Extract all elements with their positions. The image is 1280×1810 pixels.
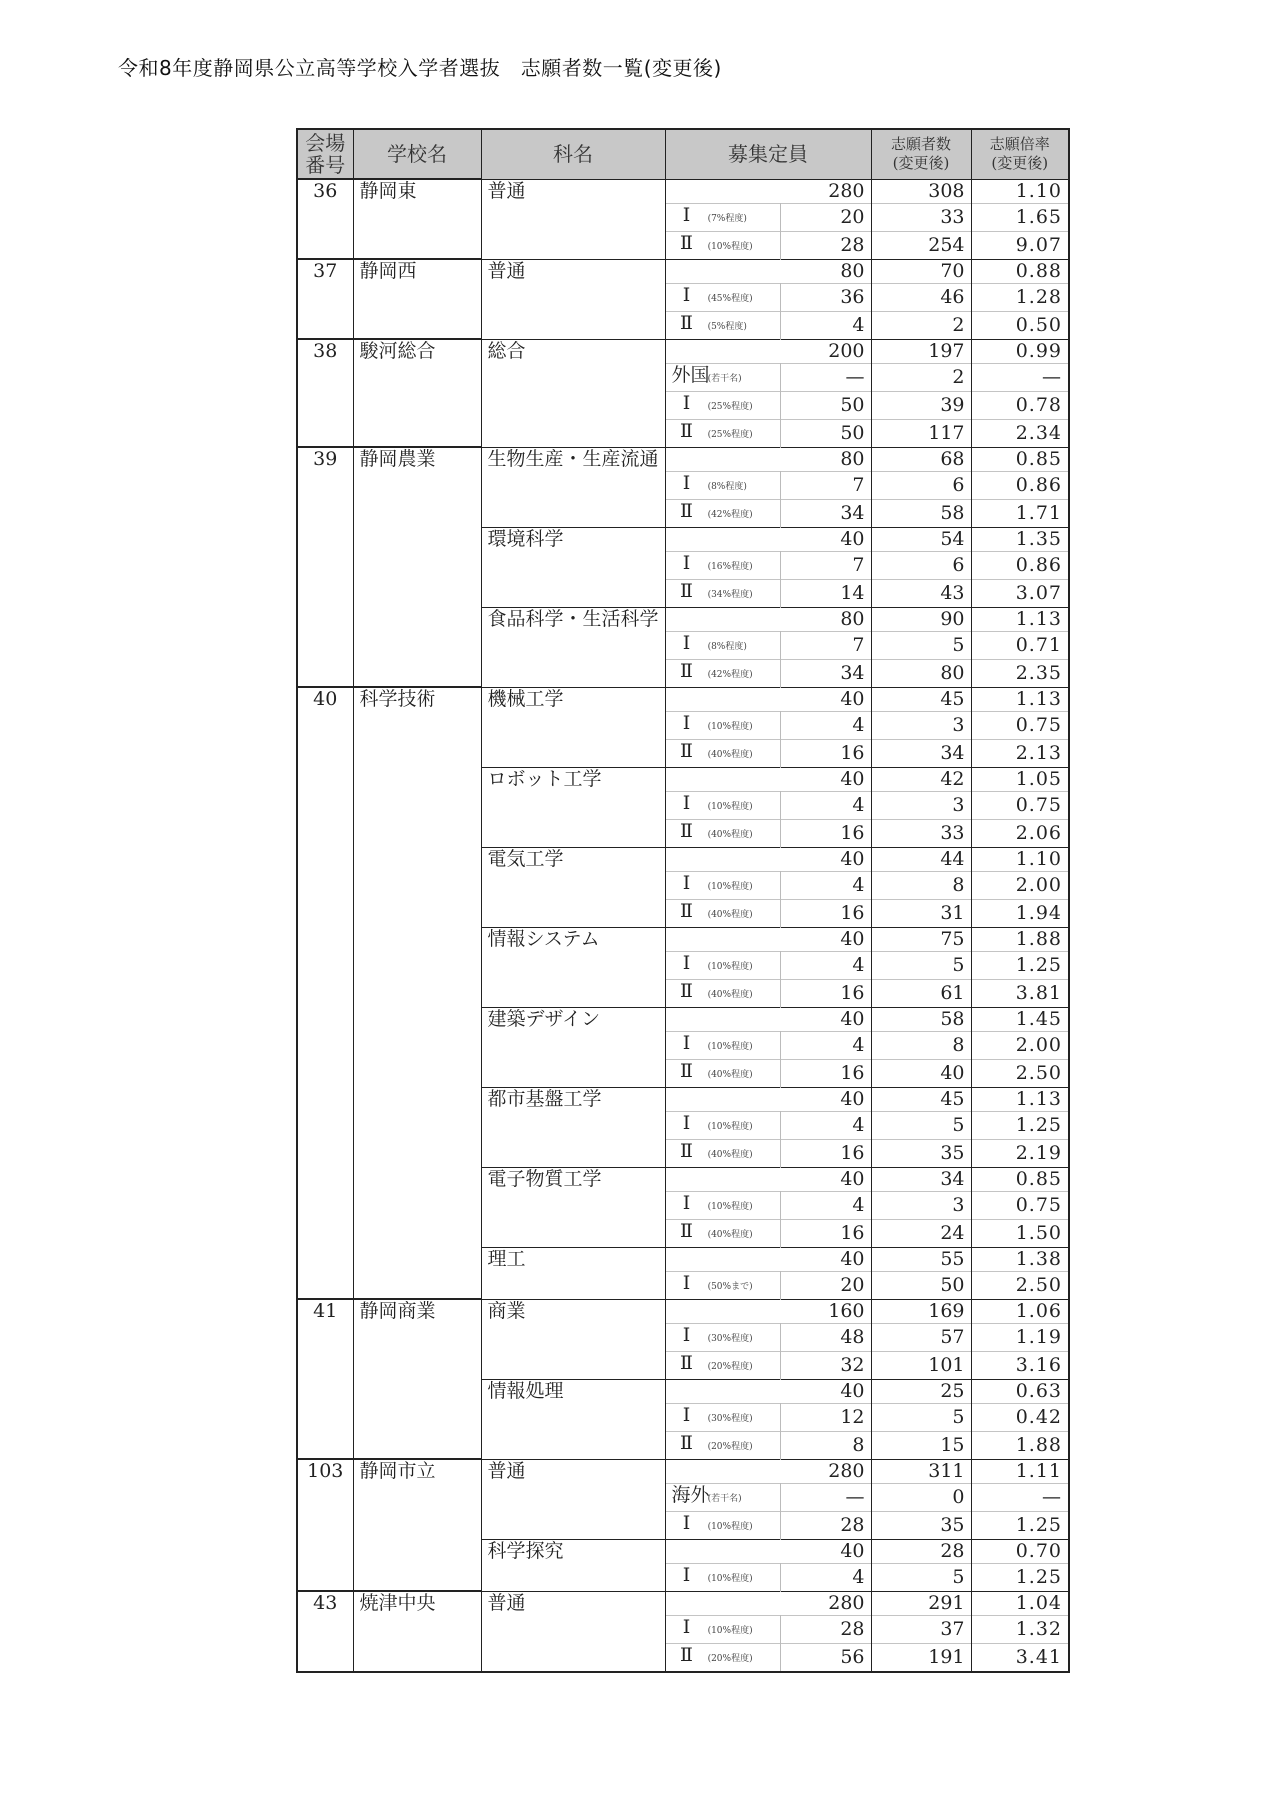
applicants-count: 2 bbox=[871, 311, 971, 339]
header-ratio: 志願倍率 (変更後) bbox=[971, 129, 1069, 179]
applicants-count: 58 bbox=[871, 499, 971, 527]
kaijo-number: 36 bbox=[297, 179, 353, 259]
dept-name: 電気工学 bbox=[481, 847, 665, 927]
capacity-sub: 36 bbox=[780, 283, 871, 311]
applicants-ratio: 2.00 bbox=[971, 871, 1069, 899]
quota-type-label: Ⅰ (16%程度) bbox=[665, 551, 780, 579]
applicants-ratio: 1.11 bbox=[971, 1459, 1069, 1483]
dept-name: 商業 bbox=[481, 1299, 665, 1379]
quota-type-label: Ⅱ (40%程度) bbox=[665, 819, 780, 847]
applicants-ratio: 1.13 bbox=[971, 1087, 1069, 1111]
quota-type-label: Ⅰ (10%程度) bbox=[665, 1615, 780, 1643]
applicants-count: 37 bbox=[871, 1615, 971, 1643]
capacity-sub: 14 bbox=[780, 579, 871, 607]
capacity-sub: 7 bbox=[780, 631, 871, 659]
applicants-count: 55 bbox=[871, 1247, 971, 1271]
applicants-count: 197 bbox=[871, 339, 971, 363]
capacity-total: 80 bbox=[665, 607, 871, 631]
quota-type-label: Ⅰ (10%程度) bbox=[665, 1563, 780, 1591]
dept-name: 普通 bbox=[481, 1459, 665, 1539]
applicants-ratio: 2.50 bbox=[971, 1271, 1069, 1299]
quota-type-label: Ⅰ (10%程度) bbox=[665, 951, 780, 979]
applicants-ratio: 0.78 bbox=[971, 391, 1069, 419]
capacity-total: 280 bbox=[665, 1591, 871, 1615]
applicants-count: 33 bbox=[871, 203, 971, 231]
capacity-sub: 4 bbox=[780, 791, 871, 819]
applicants-ratio: 0.85 bbox=[971, 447, 1069, 471]
applicants-ratio: 0.88 bbox=[971, 259, 1069, 283]
applicants-count: 25 bbox=[871, 1379, 971, 1403]
capacity-total: 40 bbox=[665, 1007, 871, 1031]
applicants-ratio: 2.06 bbox=[971, 819, 1069, 847]
applicants-count: 40 bbox=[871, 1059, 971, 1087]
applicants-ratio: 3.07 bbox=[971, 579, 1069, 607]
applicants-count: 15 bbox=[871, 1431, 971, 1459]
applicants-ratio: 0.71 bbox=[971, 631, 1069, 659]
applicants-count: 191 bbox=[871, 1643, 971, 1672]
capacity-total: 40 bbox=[665, 527, 871, 551]
capacity-total: 280 bbox=[665, 1459, 871, 1483]
capacity-total: 40 bbox=[665, 1247, 871, 1271]
table-header-row bbox=[297, 129, 1069, 179]
applicants-count: 254 bbox=[871, 231, 971, 259]
quota-type-label: Ⅰ (10%程度) bbox=[665, 1031, 780, 1059]
applicants-count: 291 bbox=[871, 1591, 971, 1615]
applicants-count: 5 bbox=[871, 631, 971, 659]
applicants-count: 34 bbox=[871, 1167, 971, 1191]
page-title: 令和8年度静岡県公立高等学校入学者選抜 志願者数一覧(変更後) bbox=[118, 56, 722, 80]
dept-name: 食品科学・生活科学 bbox=[481, 607, 665, 687]
applicants-ratio: 2.00 bbox=[971, 1031, 1069, 1059]
applicants-ratio: — bbox=[971, 1483, 1069, 1511]
applicants-count: 90 bbox=[871, 607, 971, 631]
kaijo-number: 40 bbox=[297, 687, 353, 1299]
applicants-ratio: 0.75 bbox=[971, 711, 1069, 739]
capacity-sub: — bbox=[780, 1483, 871, 1511]
dept-name: 情報処理 bbox=[481, 1379, 665, 1459]
capacity-total: 280 bbox=[665, 179, 871, 203]
applicants-count: 70 bbox=[871, 259, 971, 283]
applicants-count: 117 bbox=[871, 419, 971, 447]
quota-type-label: 外国 (若干名) bbox=[665, 363, 780, 391]
capacity-sub: 4 bbox=[780, 311, 871, 339]
quota-type-label: Ⅰ (30%程度) bbox=[665, 1403, 780, 1431]
applicants-count: 8 bbox=[871, 1031, 971, 1059]
quota-type-label: Ⅰ (10%程度) bbox=[665, 791, 780, 819]
dept-name: 普通 bbox=[481, 179, 665, 259]
applicants-count: 50 bbox=[871, 1271, 971, 1299]
table-body bbox=[297, 179, 1069, 1672]
applicants-count: 5 bbox=[871, 1403, 971, 1431]
capacity-sub: 7 bbox=[780, 471, 871, 499]
applicants-count: 3 bbox=[871, 791, 971, 819]
capacity-sub: 4 bbox=[780, 1111, 871, 1139]
applicants-ratio: 1.25 bbox=[971, 1111, 1069, 1139]
applicants-count: 75 bbox=[871, 927, 971, 951]
capacity-sub: 4 bbox=[780, 1563, 871, 1591]
capacity-total: 40 bbox=[665, 927, 871, 951]
capacity-sub: 48 bbox=[780, 1323, 871, 1351]
applicants-ratio: 1.50 bbox=[971, 1219, 1069, 1247]
applicants-count: 311 bbox=[871, 1459, 971, 1483]
applicants-ratio: 0.70 bbox=[971, 1539, 1069, 1563]
applicants-ratio: 3.81 bbox=[971, 979, 1069, 1007]
applicants-ratio: 1.28 bbox=[971, 283, 1069, 311]
quota-type-label: Ⅱ (25%程度) bbox=[665, 419, 780, 447]
dept-name: 電子物質工学 bbox=[481, 1167, 665, 1247]
capacity-sub: 56 bbox=[780, 1643, 871, 1672]
quota-type-label: 海外 (若干名) bbox=[665, 1483, 780, 1511]
quota-type-label: Ⅰ (8%程度) bbox=[665, 631, 780, 659]
quota-type-label: Ⅰ (10%程度) bbox=[665, 711, 780, 739]
applicants-count: 101 bbox=[871, 1351, 971, 1379]
table-row-dept-total bbox=[297, 259, 1069, 283]
capacity-sub: 16 bbox=[780, 899, 871, 927]
capacity-sub: 20 bbox=[780, 203, 871, 231]
capacity-sub: 7 bbox=[780, 551, 871, 579]
applicants-count: 169 bbox=[871, 1299, 971, 1323]
header-kaijo: 会場 番号 bbox=[297, 129, 353, 179]
applicants-count: 45 bbox=[871, 687, 971, 711]
applicants-count: 68 bbox=[871, 447, 971, 471]
applicants-ratio: 0.75 bbox=[971, 1191, 1069, 1219]
applicants-ratio: — bbox=[971, 363, 1069, 391]
quota-type-label: Ⅱ (42%程度) bbox=[665, 659, 780, 687]
applicants-ratio: 0.50 bbox=[971, 311, 1069, 339]
capacity-sub: 50 bbox=[780, 419, 871, 447]
applicants-ratio: 3.41 bbox=[971, 1643, 1069, 1672]
capacity-total: 80 bbox=[665, 259, 871, 283]
table-row-dept-total bbox=[297, 1591, 1069, 1615]
quota-type-label: Ⅱ (5%程度) bbox=[665, 311, 780, 339]
kaijo-number: 103 bbox=[297, 1459, 353, 1591]
applicants-ratio: 0.85 bbox=[971, 1167, 1069, 1191]
school-name: 静岡東 bbox=[353, 179, 481, 259]
applicants-count: 3 bbox=[871, 711, 971, 739]
applicants-count: 0 bbox=[871, 1483, 971, 1511]
applicants-count: 5 bbox=[871, 1111, 971, 1139]
kaijo-number: 38 bbox=[297, 339, 353, 447]
applicants-ratio: 1.25 bbox=[971, 1563, 1069, 1591]
kaijo-number: 41 bbox=[297, 1299, 353, 1459]
capacity-sub: 34 bbox=[780, 659, 871, 687]
capacity-sub: 4 bbox=[780, 1191, 871, 1219]
applicants-ratio: 9.07 bbox=[971, 231, 1069, 259]
quota-type-label: Ⅰ (25%程度) bbox=[665, 391, 780, 419]
applicants-ratio: 2.50 bbox=[971, 1059, 1069, 1087]
header-applicants: 志願者数 (変更後) bbox=[871, 129, 971, 179]
school-name: 静岡商業 bbox=[353, 1299, 481, 1459]
capacity-sub: 20 bbox=[780, 1271, 871, 1299]
applicants-count: 28 bbox=[871, 1539, 971, 1563]
header-dept: 科名 bbox=[481, 129, 665, 179]
table-row-dept-total bbox=[297, 1459, 1069, 1483]
quota-type-label: Ⅰ (8%程度) bbox=[665, 471, 780, 499]
quota-type-label: Ⅰ (10%程度) bbox=[665, 1111, 780, 1139]
quota-type-label: Ⅱ (42%程度) bbox=[665, 499, 780, 527]
applicants-count: 45 bbox=[871, 1087, 971, 1111]
capacity-sub: 8 bbox=[780, 1431, 871, 1459]
dept-name: 理工 bbox=[481, 1247, 665, 1299]
applicants-count: 34 bbox=[871, 739, 971, 767]
capacity-sub: 16 bbox=[780, 739, 871, 767]
applicants-count: 24 bbox=[871, 1219, 971, 1247]
capacity-total: 40 bbox=[665, 687, 871, 711]
capacity-sub: 4 bbox=[780, 1031, 871, 1059]
kaijo-number: 39 bbox=[297, 447, 353, 687]
applicants-count: 33 bbox=[871, 819, 971, 847]
applicants-ratio: 1.13 bbox=[971, 687, 1069, 711]
quota-type-label: Ⅰ (10%程度) bbox=[665, 871, 780, 899]
capacity-total: 200 bbox=[665, 339, 871, 363]
applicants-count: 2 bbox=[871, 363, 971, 391]
quota-type-label: Ⅱ (40%程度) bbox=[665, 1059, 780, 1087]
capacity-sub: 28 bbox=[780, 231, 871, 259]
applicants-ratio: 0.63 bbox=[971, 1379, 1069, 1403]
capacity-sub: 34 bbox=[780, 499, 871, 527]
capacity-sub: 50 bbox=[780, 391, 871, 419]
capacity-sub: 16 bbox=[780, 979, 871, 1007]
applicants-count: 3 bbox=[871, 1191, 971, 1219]
applicants-ratio: 2.34 bbox=[971, 419, 1069, 447]
applicants-ratio: 2.19 bbox=[971, 1139, 1069, 1167]
dept-name: 情報システム bbox=[481, 927, 665, 1007]
quota-type-label: Ⅱ (40%程度) bbox=[665, 899, 780, 927]
capacity-total: 40 bbox=[665, 767, 871, 791]
applicants-ratio: 1.10 bbox=[971, 179, 1069, 203]
quota-type-label: Ⅱ (40%程度) bbox=[665, 1139, 780, 1167]
applicants-ratio: 1.05 bbox=[971, 767, 1069, 791]
applicants-count: 39 bbox=[871, 391, 971, 419]
applicants-count: 43 bbox=[871, 579, 971, 607]
dept-name: 建築デザイン bbox=[481, 1007, 665, 1087]
table-row-dept-total bbox=[297, 687, 1069, 711]
capacity-total: 40 bbox=[665, 1167, 871, 1191]
capacity-total: 160 bbox=[665, 1299, 871, 1323]
quota-type-label: Ⅱ (10%程度) bbox=[665, 231, 780, 259]
applicants-ratio: 0.99 bbox=[971, 339, 1069, 363]
applicants-count: 80 bbox=[871, 659, 971, 687]
header-capacity: 募集定員 bbox=[665, 129, 871, 179]
applicants-count: 58 bbox=[871, 1007, 971, 1031]
quota-type-label: Ⅱ (40%程度) bbox=[665, 979, 780, 1007]
quota-type-label: Ⅱ (40%程度) bbox=[665, 739, 780, 767]
applicants-count: 5 bbox=[871, 951, 971, 979]
applicants-count: 54 bbox=[871, 527, 971, 551]
applicants-count: 57 bbox=[871, 1323, 971, 1351]
applicants-ratio: 1.32 bbox=[971, 1615, 1069, 1643]
school-name: 静岡農業 bbox=[353, 447, 481, 687]
dept-name: 環境科学 bbox=[481, 527, 665, 607]
capacity-total: 40 bbox=[665, 1539, 871, 1563]
quota-type-label: Ⅱ (40%程度) bbox=[665, 1219, 780, 1247]
dept-name: ロボット工学 bbox=[481, 767, 665, 847]
quota-type-label: Ⅰ (50%まで) bbox=[665, 1271, 780, 1299]
applicants-count: 61 bbox=[871, 979, 971, 1007]
capacity-sub: 16 bbox=[780, 819, 871, 847]
applicants-ratio: 1.88 bbox=[971, 927, 1069, 951]
capacity-sub: 4 bbox=[780, 711, 871, 739]
capacity-sub: 12 bbox=[780, 1403, 871, 1431]
quota-type-label: Ⅱ (20%程度) bbox=[665, 1351, 780, 1379]
quota-type-label: Ⅰ (10%程度) bbox=[665, 1191, 780, 1219]
applicants-count: 31 bbox=[871, 899, 971, 927]
quota-type-label: Ⅰ (10%程度) bbox=[665, 1511, 780, 1539]
capacity-total: 40 bbox=[665, 1087, 871, 1111]
school-name: 駿河総合 bbox=[353, 339, 481, 447]
quota-type-label: Ⅱ (34%程度) bbox=[665, 579, 780, 607]
applicants-count: 6 bbox=[871, 471, 971, 499]
dept-name: 都市基盤工学 bbox=[481, 1087, 665, 1167]
applicants-table bbox=[296, 128, 1070, 1673]
school-name: 静岡西 bbox=[353, 259, 481, 339]
kaijo-number: 43 bbox=[297, 1591, 353, 1672]
dept-name: 普通 bbox=[481, 1591, 665, 1672]
applicants-count: 8 bbox=[871, 871, 971, 899]
capacity-sub: 16 bbox=[780, 1139, 871, 1167]
capacity-sub: 16 bbox=[780, 1219, 871, 1247]
applicants-ratio: 1.88 bbox=[971, 1431, 1069, 1459]
quota-type-label: Ⅱ (20%程度) bbox=[665, 1431, 780, 1459]
school-name: 科学技術 bbox=[353, 687, 481, 1299]
school-name: 焼津中央 bbox=[353, 1591, 481, 1672]
applicants-ratio: 1.04 bbox=[971, 1591, 1069, 1615]
table-row-dept-total bbox=[297, 339, 1069, 363]
header-school: 学校名 bbox=[353, 129, 481, 179]
capacity-sub: 32 bbox=[780, 1351, 871, 1379]
applicants-ratio: 1.45 bbox=[971, 1007, 1069, 1031]
applicants-ratio: 1.65 bbox=[971, 203, 1069, 231]
table-row-dept-total bbox=[297, 447, 1069, 471]
quota-type-label: Ⅰ (45%程度) bbox=[665, 283, 780, 311]
applicants-ratio: 3.16 bbox=[971, 1351, 1069, 1379]
capacity-sub: 16 bbox=[780, 1059, 871, 1087]
applicants-count: 42 bbox=[871, 767, 971, 791]
applicants-ratio: 1.06 bbox=[971, 1299, 1069, 1323]
applicants-count: 44 bbox=[871, 847, 971, 871]
capacity-sub: 28 bbox=[780, 1511, 871, 1539]
applicants-ratio: 1.94 bbox=[971, 899, 1069, 927]
capacity-sub: 4 bbox=[780, 871, 871, 899]
applicants-count: 308 bbox=[871, 179, 971, 203]
capacity-sub: 28 bbox=[780, 1615, 871, 1643]
applicants-ratio: 2.13 bbox=[971, 739, 1069, 767]
school-name: 静岡市立 bbox=[353, 1459, 481, 1591]
applicants-ratio: 1.71 bbox=[971, 499, 1069, 527]
dept-name: 普通 bbox=[481, 259, 665, 339]
applicants-count: 6 bbox=[871, 551, 971, 579]
quota-type-label: Ⅱ (20%程度) bbox=[665, 1643, 780, 1672]
applicants-ratio: 0.75 bbox=[971, 791, 1069, 819]
capacity-total: 80 bbox=[665, 447, 871, 471]
quota-type-label: Ⅰ (30%程度) bbox=[665, 1323, 780, 1351]
applicants-ratio: 0.86 bbox=[971, 551, 1069, 579]
capacity-total: 40 bbox=[665, 847, 871, 871]
applicants-ratio: 2.35 bbox=[971, 659, 1069, 687]
applicants-ratio: 1.25 bbox=[971, 951, 1069, 979]
applicants-ratio: 0.86 bbox=[971, 471, 1069, 499]
kaijo-number: 37 bbox=[297, 259, 353, 339]
dept-name: 総合 bbox=[481, 339, 665, 447]
applicants-ratio: 1.19 bbox=[971, 1323, 1069, 1351]
table-row-dept-total bbox=[297, 1299, 1069, 1323]
applicants-count: 35 bbox=[871, 1511, 971, 1539]
capacity-sub: 4 bbox=[780, 951, 871, 979]
table-row-dept-total bbox=[297, 179, 1069, 203]
applicants-count: 46 bbox=[871, 283, 971, 311]
applicants-ratio: 1.38 bbox=[971, 1247, 1069, 1271]
capacity-total: 40 bbox=[665, 1379, 871, 1403]
capacity-sub: — bbox=[780, 363, 871, 391]
applicants-ratio: 1.13 bbox=[971, 607, 1069, 631]
applicants-ratio: 1.10 bbox=[971, 847, 1069, 871]
applicants-count: 35 bbox=[871, 1139, 971, 1167]
applicants-ratio: 1.25 bbox=[971, 1511, 1069, 1539]
dept-name: 科学探究 bbox=[481, 1539, 665, 1591]
quota-type-label: Ⅰ (7%程度) bbox=[665, 203, 780, 231]
applicants-ratio: 1.35 bbox=[971, 527, 1069, 551]
applicants-count: 5 bbox=[871, 1563, 971, 1591]
applicants-ratio: 0.42 bbox=[971, 1403, 1069, 1431]
dept-name: 生物生産・生産流通 bbox=[481, 447, 665, 527]
dept-name: 機械工学 bbox=[481, 687, 665, 767]
